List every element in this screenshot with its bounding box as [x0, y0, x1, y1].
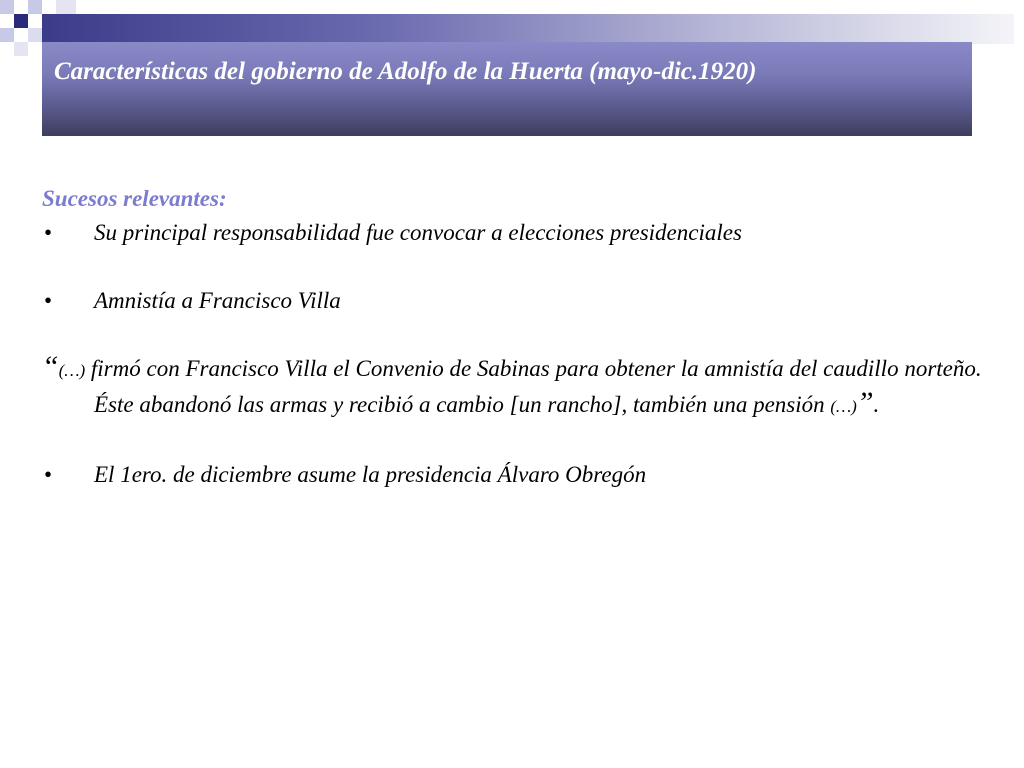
quote-open-mark: “ — [42, 350, 59, 383]
bullet-text: Amnistía a Francisco Villa — [94, 288, 341, 313]
deco-square-light — [28, 28, 42, 42]
bullet-symbol: • — [44, 288, 53, 313]
slide-body — [42, 182, 982, 492]
bullet-item — [42, 458, 982, 492]
bullet-item — [42, 216, 982, 250]
title-banner — [42, 42, 972, 136]
deco-square-mid — [14, 42, 28, 56]
quote-close-mark: ” — [856, 386, 874, 419]
header-gradient-bar — [42, 14, 1014, 44]
quote-text: firmó con Francisco Villa el Convenio de Sabinas para obtener la amnistía del caudillo norteño. Éste abandonó las armas y recibió a cambio [un rancho], también una pensión — [85, 356, 982, 417]
bullet-text: Su principal responsabilidad fue convocar a elecciones presidenciales — [94, 220, 742, 245]
quote-end: . — [873, 392, 880, 417]
quote-lead-ellipsis: (…) — [58, 361, 86, 380]
bullet-symbol: • — [44, 220, 53, 245]
bullet-symbol: • — [44, 462, 53, 487]
slide-title: Características del gobierno de Adolfo de la Huerta (mayo-dic.1920) — [54, 58, 757, 85]
deco-square-light — [0, 28, 14, 42]
quote-tail-ellipsis: (…) — [830, 397, 857, 416]
bullet-item — [42, 284, 982, 318]
section-heading: Sucesos relevantes: — [42, 186, 227, 211]
bullet-text: El 1ero. de diciembre asume la presidencia Álvaro Obregón — [94, 462, 647, 487]
deco-square-dark — [14, 14, 28, 28]
quote-paragraph — [42, 352, 982, 424]
deco-square-light — [0, 0, 14, 14]
deco-square-light — [28, 0, 42, 14]
deco-square-mid — [56, 0, 76, 14]
